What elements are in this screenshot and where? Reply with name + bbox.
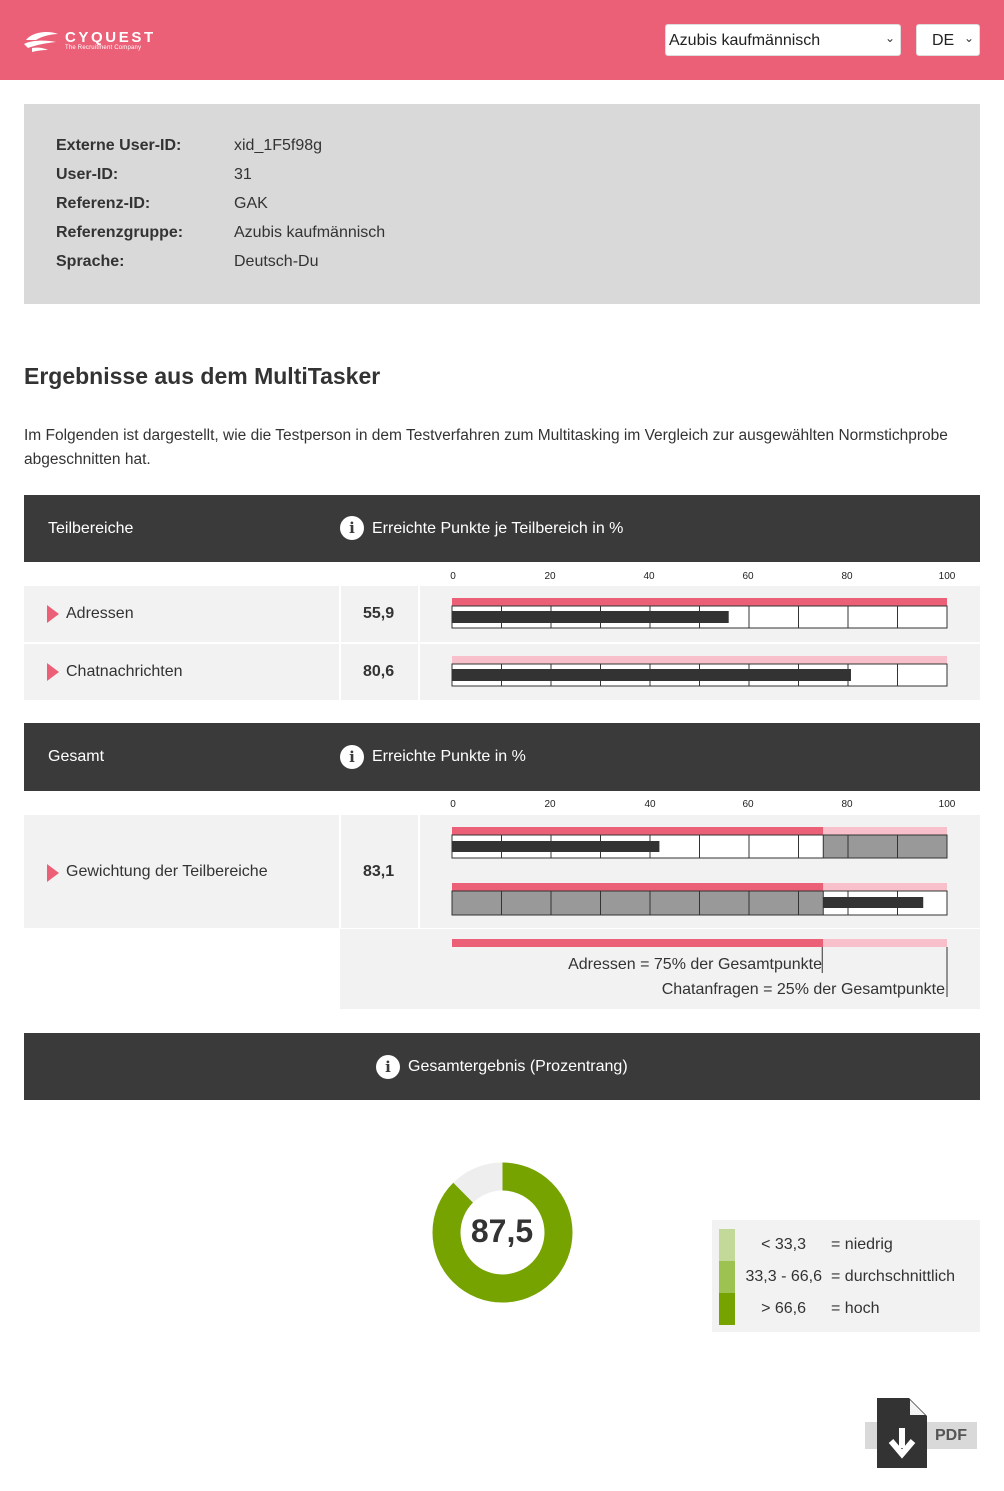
norm-band-0 [452,598,947,606]
axis-tick: 60 [742,799,754,810]
weight-band-adressen [452,883,823,891]
section-header-left: Gesamt [48,748,105,765]
axis-tick: 0 [450,799,456,810]
axis-tick: 100 [938,571,956,582]
section-header-left: Teilbereiche [48,520,134,537]
section-header-overall [24,1033,980,1100]
legend-band-chat [823,939,947,947]
donut-value: 87,5 [470,1213,534,1249]
page-title: Ergebnisse aus dem MultiTasker [24,363,381,389]
info-icon[interactable]: i [376,1055,400,1079]
section-header-center: Gesamtergebnis (Prozentrang) [408,1058,628,1075]
norm-band-1 [452,656,947,664]
scale-range: < 33,3 [761,1236,806,1253]
scale-range: 33,3 - 66,6 [745,1268,822,1285]
row-name: Gewichtung der Teilbereiche [66,863,268,880]
info-label: Sprache: [56,253,125,270]
scale-range: > 66,6 [761,1300,806,1317]
info-value: xid_1F5f98g [234,137,323,154]
axis-tick: 100 [938,799,956,810]
reference-group-select-value: Azubis kaufmännisch [669,32,821,49]
info-label: Referenzgruppe: [56,224,184,241]
score-bar-weighted-chat [823,897,923,908]
score-bar-adressen [452,611,729,623]
weight-band-adressen [452,827,823,835]
info-label: Referenz-ID: [56,195,151,212]
rating-scale-legend [712,1220,980,1332]
info-value: 31 [234,166,252,183]
intro-text: Im Folgenden ist dargestellt, wie die Testperson in dem Testverfahren zum Multitasking im Vergleich zur ausgewählten Normstichprobe abgeschnitten hat. [24,427,948,468]
row-name: Chatnachrichten [66,663,183,680]
scale-label: = durchschnittlich [831,1268,956,1285]
scale-label: = niedrig [831,1236,893,1253]
section-header-right: Erreichte Punkte in % [372,748,526,765]
inactive-area-adressen [452,891,823,915]
row-score: 80,6 [363,663,395,680]
axis-tick: 40 [643,571,655,582]
weight-band-chat [823,827,947,835]
axis-tick: 80 [841,799,853,810]
inactive-area-chat [823,835,947,858]
info-value: GAK [234,195,268,212]
logo-title: CYQUEST [65,29,156,46]
chevron-down-icon: ⌄ [884,31,895,45]
info-value: Deutsch-Du [234,253,319,270]
weights-legend-adressen: Adressen = 75% der Gesamtpunkte [568,956,822,973]
weight-band-chat [823,883,947,891]
info-icon[interactable]: i [340,745,364,769]
axis-tick: 0 [450,571,456,582]
info-icon[interactable]: i [340,516,364,540]
pdf-label: PDF [935,1427,967,1444]
row-name: Adressen [66,605,134,622]
axis-tick: 40 [644,799,656,810]
axis-tick: 20 [544,799,556,810]
info-label: Externe User-ID: [56,137,182,154]
language-select-value: DE [932,32,955,49]
scale-label: = hoch [831,1300,880,1317]
download-file-icon [877,1398,927,1468]
row-score: 55,9 [363,605,395,622]
info-value: Azubis kaufmännisch [234,224,386,241]
axis-tick: 80 [841,571,853,582]
row-score: 83,1 [363,863,395,880]
score-bar-chatnachrichten [452,669,851,681]
axis-tick: 20 [544,571,556,582]
info-label: User-ID: [56,166,119,183]
pdf-download-button[interactable] [865,1398,977,1468]
axis-tick: 60 [742,571,754,582]
chevron-down-icon: ⌄ [963,31,974,45]
legend-band-adressen [452,939,823,947]
section-header-right: Erreichte Punkte je Teilbereich in % [372,520,624,537]
score-bar-weighted-adressen [452,841,659,852]
logo-subtitle: The Recruitment Company [65,45,142,51]
weights-legend-chat: Chatanfragen = 25% der Gesamtpunkte [661,981,945,998]
